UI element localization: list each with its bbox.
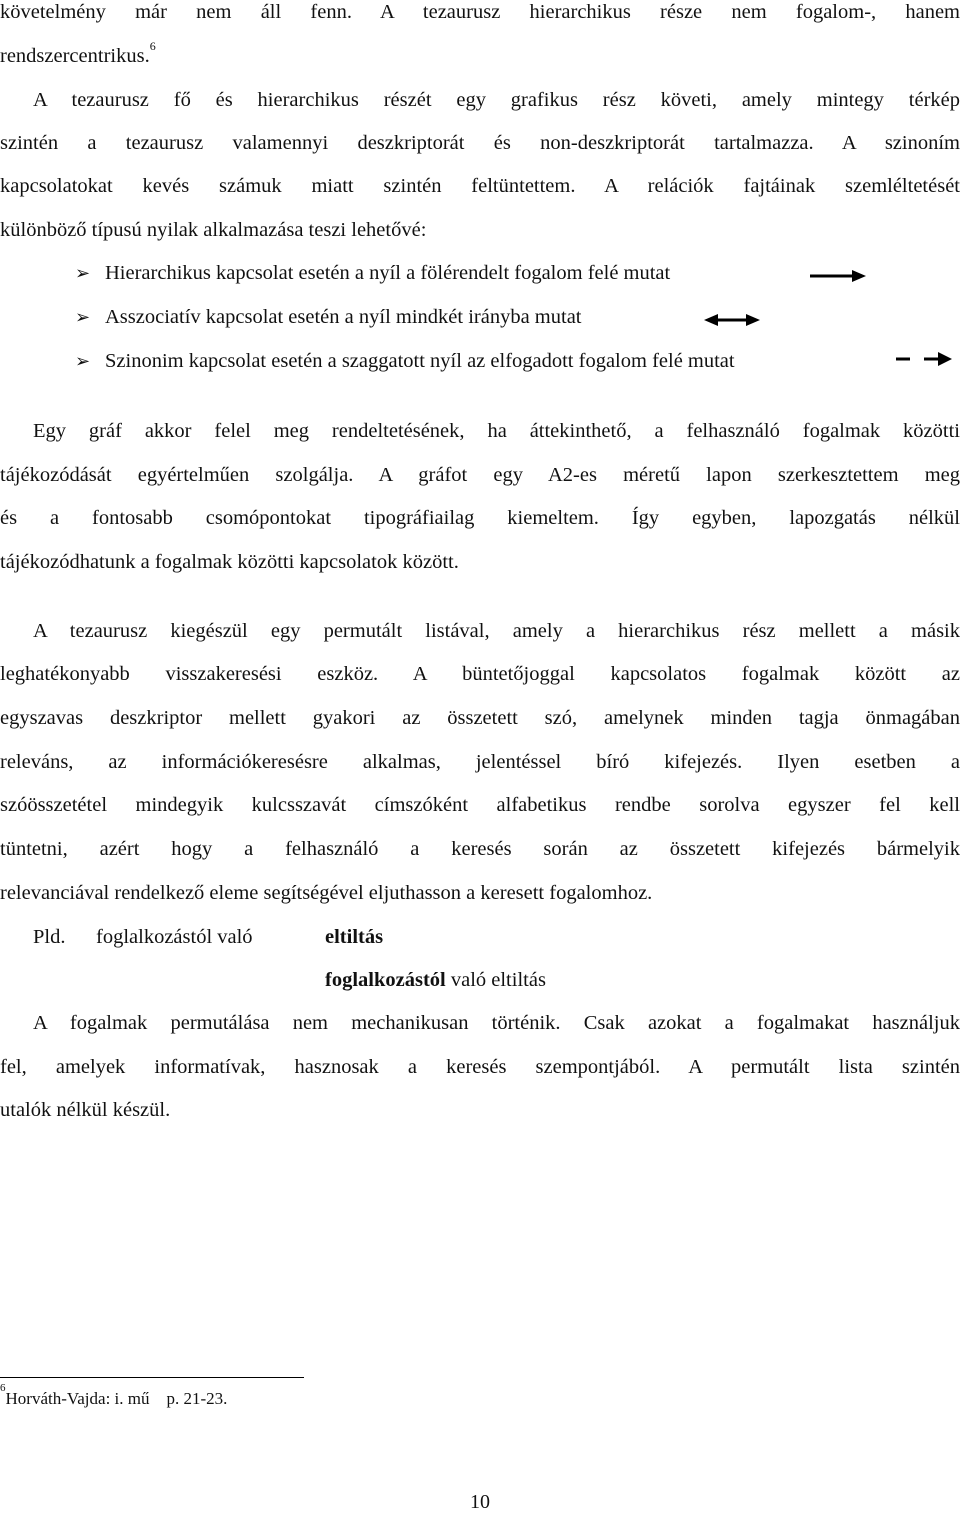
paragraph2-line1: A tezaurusz fő és hierarchikus részét egy grafikus rész követi, amely mintegy térkép: [33, 89, 960, 111]
paragraph4-line2: leghatékonyabb visszakeresési eszköz. A büntetőjoggal kapcsolatos fogalmak között az: [0, 663, 960, 685]
page-number: 10: [470, 1491, 490, 1513]
bullet-text: Szinonim kapcsolat esetén a szaggatott nyíl az elfogadott fogalom felé mutat: [105, 350, 735, 372]
example-row2: [325, 968, 960, 992]
example-label: Pld.: [33, 926, 66, 948]
paragraph1-line1: követelmény már nem áll fenn. A tezaurusz hierarchikus része nem fogalom-, hanem: [0, 1, 960, 23]
bullet-marker: ➢: [75, 307, 91, 327]
paragraph4-line4: releváns, az információkeresésre alkalmas, jelentéssel bíró kifejezés. Ilyen esetben a: [0, 751, 960, 773]
paragraph3-line3: és a fontosabb csomópontokat tipográfiailag kiemeltem. Így egyben, lapozgatás nélkül: [0, 507, 960, 529]
example-row2-plain-text: való eltiltás: [450, 969, 546, 991]
footnote-text: Horváth-Vajda: i. mű p. 21-23.: [5, 1389, 228, 1408]
right-arrow-icon: [808, 266, 868, 286]
bullet-associative: [75, 305, 582, 329]
paragraph4-line5: szóösszetétel mindegyik kulcsszavát címszóként alfabetikus rendbe sorolva egyszer fel kell: [0, 794, 960, 816]
dashed-arrow-icon: [892, 347, 954, 369]
paragraph3-line4: tájékozódhatunk a fogalmak közötti kapcsolatok között.: [0, 551, 459, 573]
paragraph2-line2: szintén a tezaurusz valamennyi deszkriptorát és non-deszkriptorát tartalmazza. A szinoním: [0, 132, 960, 154]
double-arrow-icon: [702, 310, 762, 330]
footnote-number: 6: [0, 1382, 6, 1394]
paragraph3-line2: tájékozódását egyértelműen szolgálja. A gráfot egy A2-es méretű lapon szerkesztettem meg: [0, 464, 960, 486]
bullet-synonym: [75, 349, 735, 373]
paragraph1-line2: [0, 39, 960, 68]
paragraph1-line2-text: rendszercentrikus.: [0, 45, 150, 67]
example-row1-plain: foglalkozástól való: [96, 926, 253, 948]
footnote-separator: [0, 1377, 304, 1378]
paragraph3-line1: Egy gráf akkor felel meg rendeltetésének, ha áttekinthető, a felhasználó fogalmak közötti: [33, 420, 960, 442]
paragraph5-line2: fel, amelyek informatívak, hasznosak a keresés szempontjából. A permutált lista szintén: [0, 1056, 960, 1078]
example-row2-bold-text: foglalkozástól: [325, 969, 446, 991]
paragraph4-line7: relevanciával rendelkező eleme segítségével eljuthasson a keresett fogalomhoz.: [0, 882, 653, 904]
paragraph4-line1: A tezaurusz kiegészül egy permutált listával, amely a hierarchikus rész mellett a másik: [33, 620, 960, 642]
footnote: [0, 1382, 228, 1409]
footnote-ref: 6: [149, 39, 156, 53]
example-row1-bold: [325, 925, 960, 949]
paragraph2-line4: különböző típusú nyilak alkalmazása teszi lehetővé:: [0, 219, 427, 241]
paragraph4-line3: egyszavas deszkriptor mellett gyakori az összetett szó, amelynek minden tagja önmagában: [0, 707, 960, 729]
bullet-hierarchical: [75, 261, 670, 285]
paragraph2-line3: kapcsolatokat kevés számuk miatt szintén feltüntettem. A relációk fajtáinak szemléltetését: [0, 175, 960, 197]
paragraph4-line6: tüntetni, azért hogy a felhasználó a keresés során az összetett kifejezés bármelyik: [0, 838, 960, 860]
bullet-marker: ➢: [75, 263, 91, 283]
bullet-marker: ➢: [75, 351, 91, 371]
bullet-text: Asszociatív kapcsolat esetén a nyíl mindkét irányba mutat: [105, 306, 582, 328]
paragraph5-line1: A fogalmak permutálása nem mechanikusan történik. Csak azokat a fogalmakat használjuk: [33, 1012, 960, 1034]
paragraph5-line3: utalók nélkül készül.: [0, 1099, 171, 1121]
bullet-text: Hierarchikus kapcsolat esetén a nyíl a fölérendelt fogalom felé mutat: [105, 262, 671, 284]
example-row1-bold-text: eltiltás: [325, 926, 384, 948]
